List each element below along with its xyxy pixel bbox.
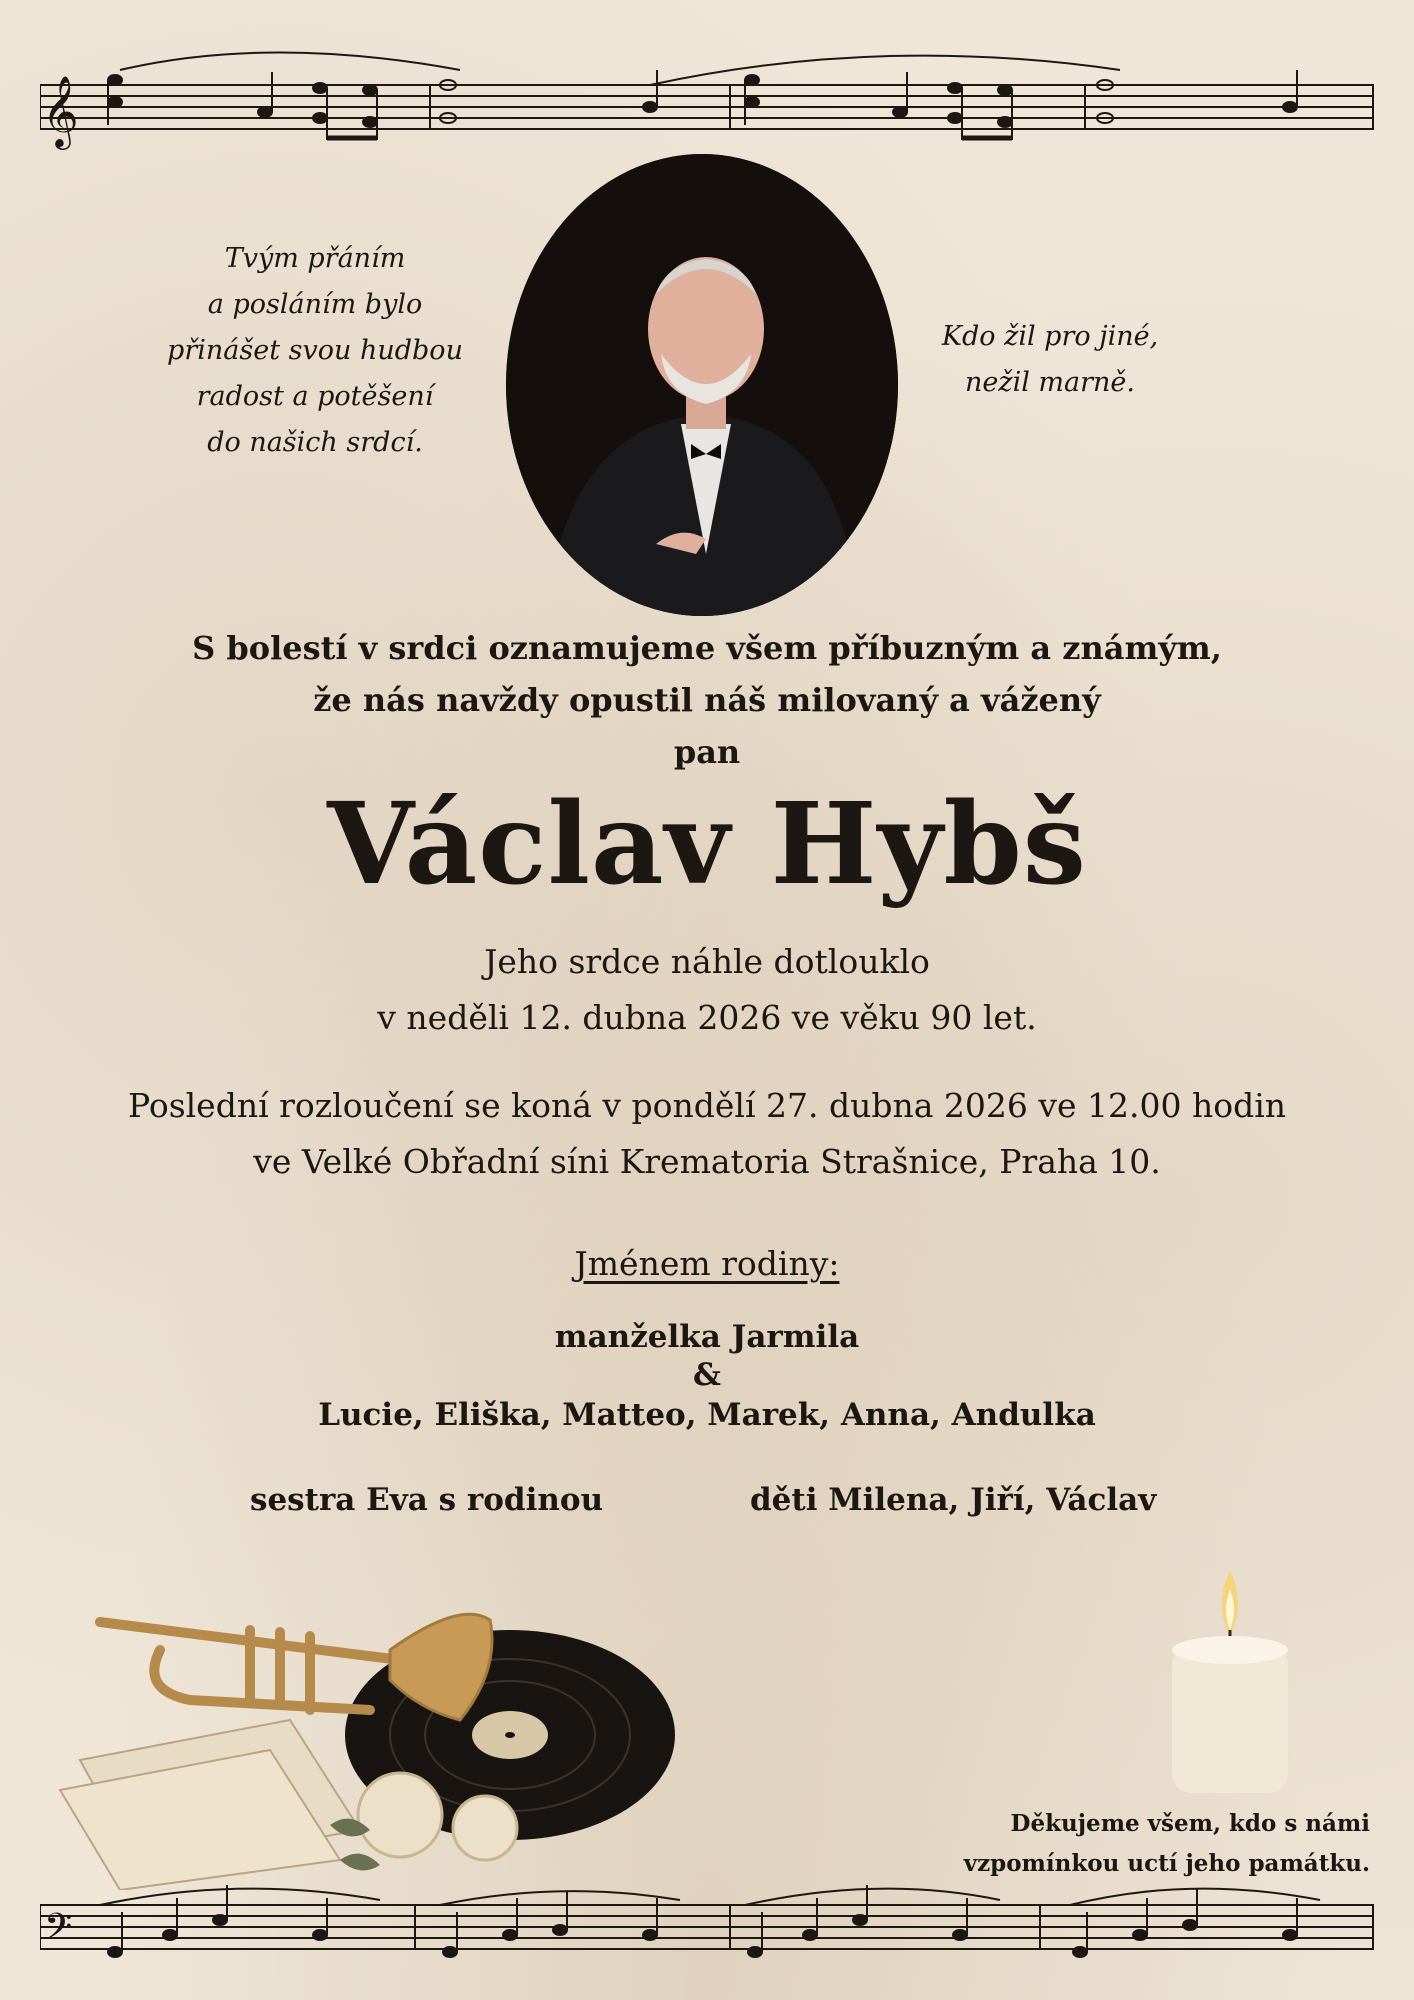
thanks-note (900, 1804, 1370, 1884)
quote-left-line: Tvým přáním (224, 243, 406, 274)
quote-right (900, 314, 1200, 406)
quote-right-line: Kdo žil pro jiné, (941, 321, 1159, 352)
death-notice (0, 934, 1414, 1046)
sheet-music-icon (60, 1720, 360, 1890)
family-ampersand: & (693, 1357, 721, 1393)
svg-text:𝄢: 𝄢 (44, 1906, 73, 1957)
thanks-line-1: Děkujeme všem, kdo s námi (1010, 1810, 1370, 1837)
portrait-photo (506, 154, 898, 616)
quote-left-line: a posláním bylo (207, 289, 423, 320)
candle-icon (1150, 1560, 1310, 1800)
funeral-line-1: Poslední rozloučení se koná v pondělí 27. dubna 2026 ve 12.00 hodin (127, 1086, 1287, 1125)
quote-left (140, 236, 490, 466)
announcement-line-3: pan (673, 733, 741, 771)
announcement-line-2: že nás navždy opustil náš milovaný a vážený (313, 681, 1101, 719)
death-line-2: v neděli 12. dubna 2026 ve věku 90 let. (377, 998, 1037, 1037)
family-sister: sestra Eva s rodinou (250, 1482, 604, 1518)
death-line-1: Jeho srdce náhle dotlouklo (484, 942, 930, 981)
trumpet-record-illustration (40, 1560, 680, 1890)
funeral-details (0, 1078, 1414, 1190)
thanks-line-2: vzpomínkou uctí jeho památku. (963, 1850, 1370, 1877)
svg-text:𝄞: 𝄞 (42, 74, 79, 147)
deceased-name: Václav Hybš (327, 779, 1087, 910)
music-staff-bottom (40, 1880, 1374, 1980)
music-staff-top (40, 40, 1374, 160)
trumpet-icon (100, 1622, 400, 1710)
quote-left-line: do našich srdcí. (207, 427, 423, 458)
family-children: děti Milena, Jiří, Václav (750, 1482, 1157, 1518)
quote-left-line: přinášet svou hudbou (167, 335, 463, 366)
announcement-line-1: S bolestí v srdci oznamujeme všem příbuzným a známým, (192, 629, 1222, 667)
family-label: Jménem rodiny: (574, 1244, 840, 1283)
family-list (0, 1318, 1414, 1434)
announcement (0, 622, 1414, 778)
family-names: Lucie, Eliška, Matteo, Marek, Anna, Andulka (318, 1397, 1096, 1433)
quote-left-line: radost a potěšení (196, 381, 434, 412)
family-wife: manželka Jarmila (554, 1319, 860, 1355)
funeral-line-2: ve Velké Obřadní síni Krematoria Strašnice, Praha 10. (253, 1142, 1161, 1181)
quote-right-line: nežil marně. (964, 367, 1135, 398)
